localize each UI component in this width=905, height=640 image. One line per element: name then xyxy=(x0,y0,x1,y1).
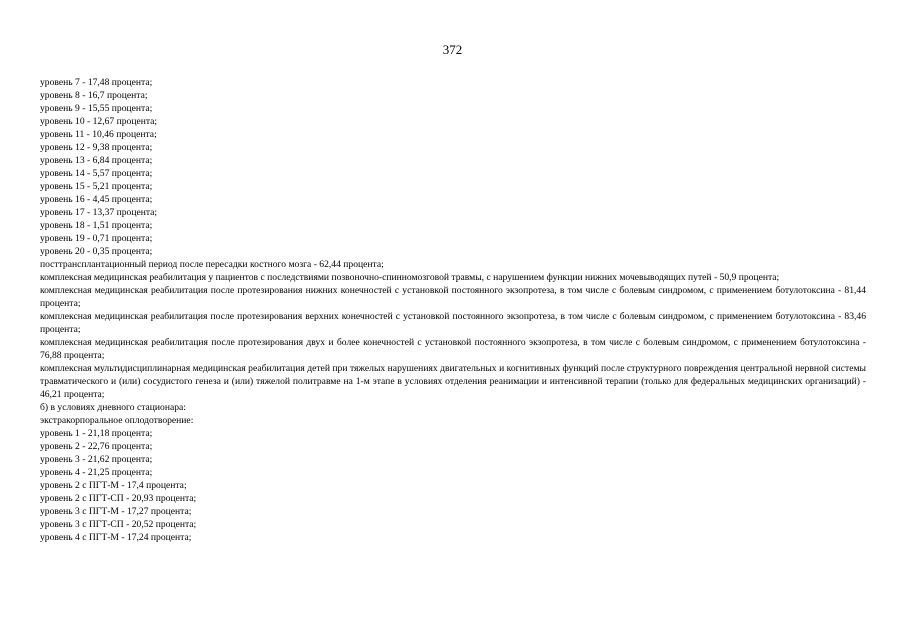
text-line: уровень 20 - 0,35 процента; xyxy=(40,246,153,257)
text-line: уровень 14 - 5,57 процента; xyxy=(40,168,153,179)
text-line: уровень 2 с ПГТ-М - 17,4 процента; xyxy=(40,480,187,491)
text-line: уровень 19 - 0,71 процента; xyxy=(40,233,153,244)
text-paragraph: комплексная медицинская реабилитация после протезирования двух и более конечностей с установкой постоянного экзопротеза, в том числе с болевым синдромом, с применением ботулотоксина - 76,88 процента; xyxy=(40,337,866,361)
text-line: уровень 18 - 1,51 процента; xyxy=(40,220,153,231)
document-body xyxy=(40,76,866,544)
text-line: посттрансплантационный период после пересадки костного мозга - 62,44 процента; xyxy=(40,259,384,270)
text-line: уровень 12 - 9,38 процента; xyxy=(40,142,153,153)
text-line: уровень 15 - 5,21 процента; xyxy=(40,181,153,192)
text-line: уровень 7 - 17,48 процента; xyxy=(40,77,153,88)
text-paragraph: комплексная мультидисциплинарная медицинская реабилитация детей при тяжелых нарушениях двигательных и когнитивных функций после структурного повреждения центральной нервной системы травматического и (или) сосудистого генеза и (или) тяжелой политравме на 1-м этапе в условиях отделения реанимации и интенсивной терапии (только для федеральных медицинских организаций) - 46,21 процента; xyxy=(40,363,866,400)
text-line: уровень 9 - 15,55 процента; xyxy=(40,103,153,114)
text-line: уровень 1 - 21,18 процента; xyxy=(40,428,153,439)
text-line: уровень 13 - 6,84 процента; xyxy=(40,155,153,166)
text-line: уровень 3 с ПГТ-СП - 20,52 процента; xyxy=(40,519,197,530)
text-line: уровень 10 - 12,67 процента; xyxy=(40,116,158,127)
text-paragraph: комплексная медицинская реабилитация после протезирования нижних конечностей с установкой постоянного экзопротеза, в том числе с болевым синдромом, с применением ботулотоксина - 81,44 процента; xyxy=(40,285,866,309)
page-number: 372 xyxy=(442,42,463,57)
text-line: уровень 3 - 21,62 процента; xyxy=(40,454,153,465)
text-line: уровень 17 - 13,37 процента; xyxy=(40,207,158,218)
text-line: уровень 11 - 10,46 процента; xyxy=(40,129,157,140)
text-line: уровень 3 с ПГТ-М - 17,27 процента; xyxy=(40,506,192,517)
subsection-heading: экстракорпоральное оплодотворение: xyxy=(40,415,194,426)
text-line: уровень 2 с ПГТ-СП - 20,93 процента; xyxy=(40,493,197,504)
text-line: уровень 2 - 22,76 процента; xyxy=(40,441,153,452)
text-line: уровень 16 - 4,45 процента; xyxy=(40,194,153,205)
text-paragraph: комплексная медицинская реабилитация после протезирования верхних конечностей с установкой постоянного экзопротеза, в том числе с болевым синдромом, с применением ботулотоксина - 83,46 процента; xyxy=(40,311,866,335)
section-heading: б) в условиях дневного стационара: xyxy=(40,402,186,413)
text-paragraph: комплексная медицинская реабилитация у пациентов с последствиями позвоночно-спинномозговой травмы, с нарушением функции нижних мочевыводящих путей - 50,9 процента; xyxy=(40,272,780,283)
text-line: уровень 4 с ПГТ-М - 17,24 процента; xyxy=(40,532,192,543)
text-line: уровень 4 - 21,25 процента; xyxy=(40,467,153,478)
text-line: уровень 8 - 16,7 процента; xyxy=(40,90,148,101)
